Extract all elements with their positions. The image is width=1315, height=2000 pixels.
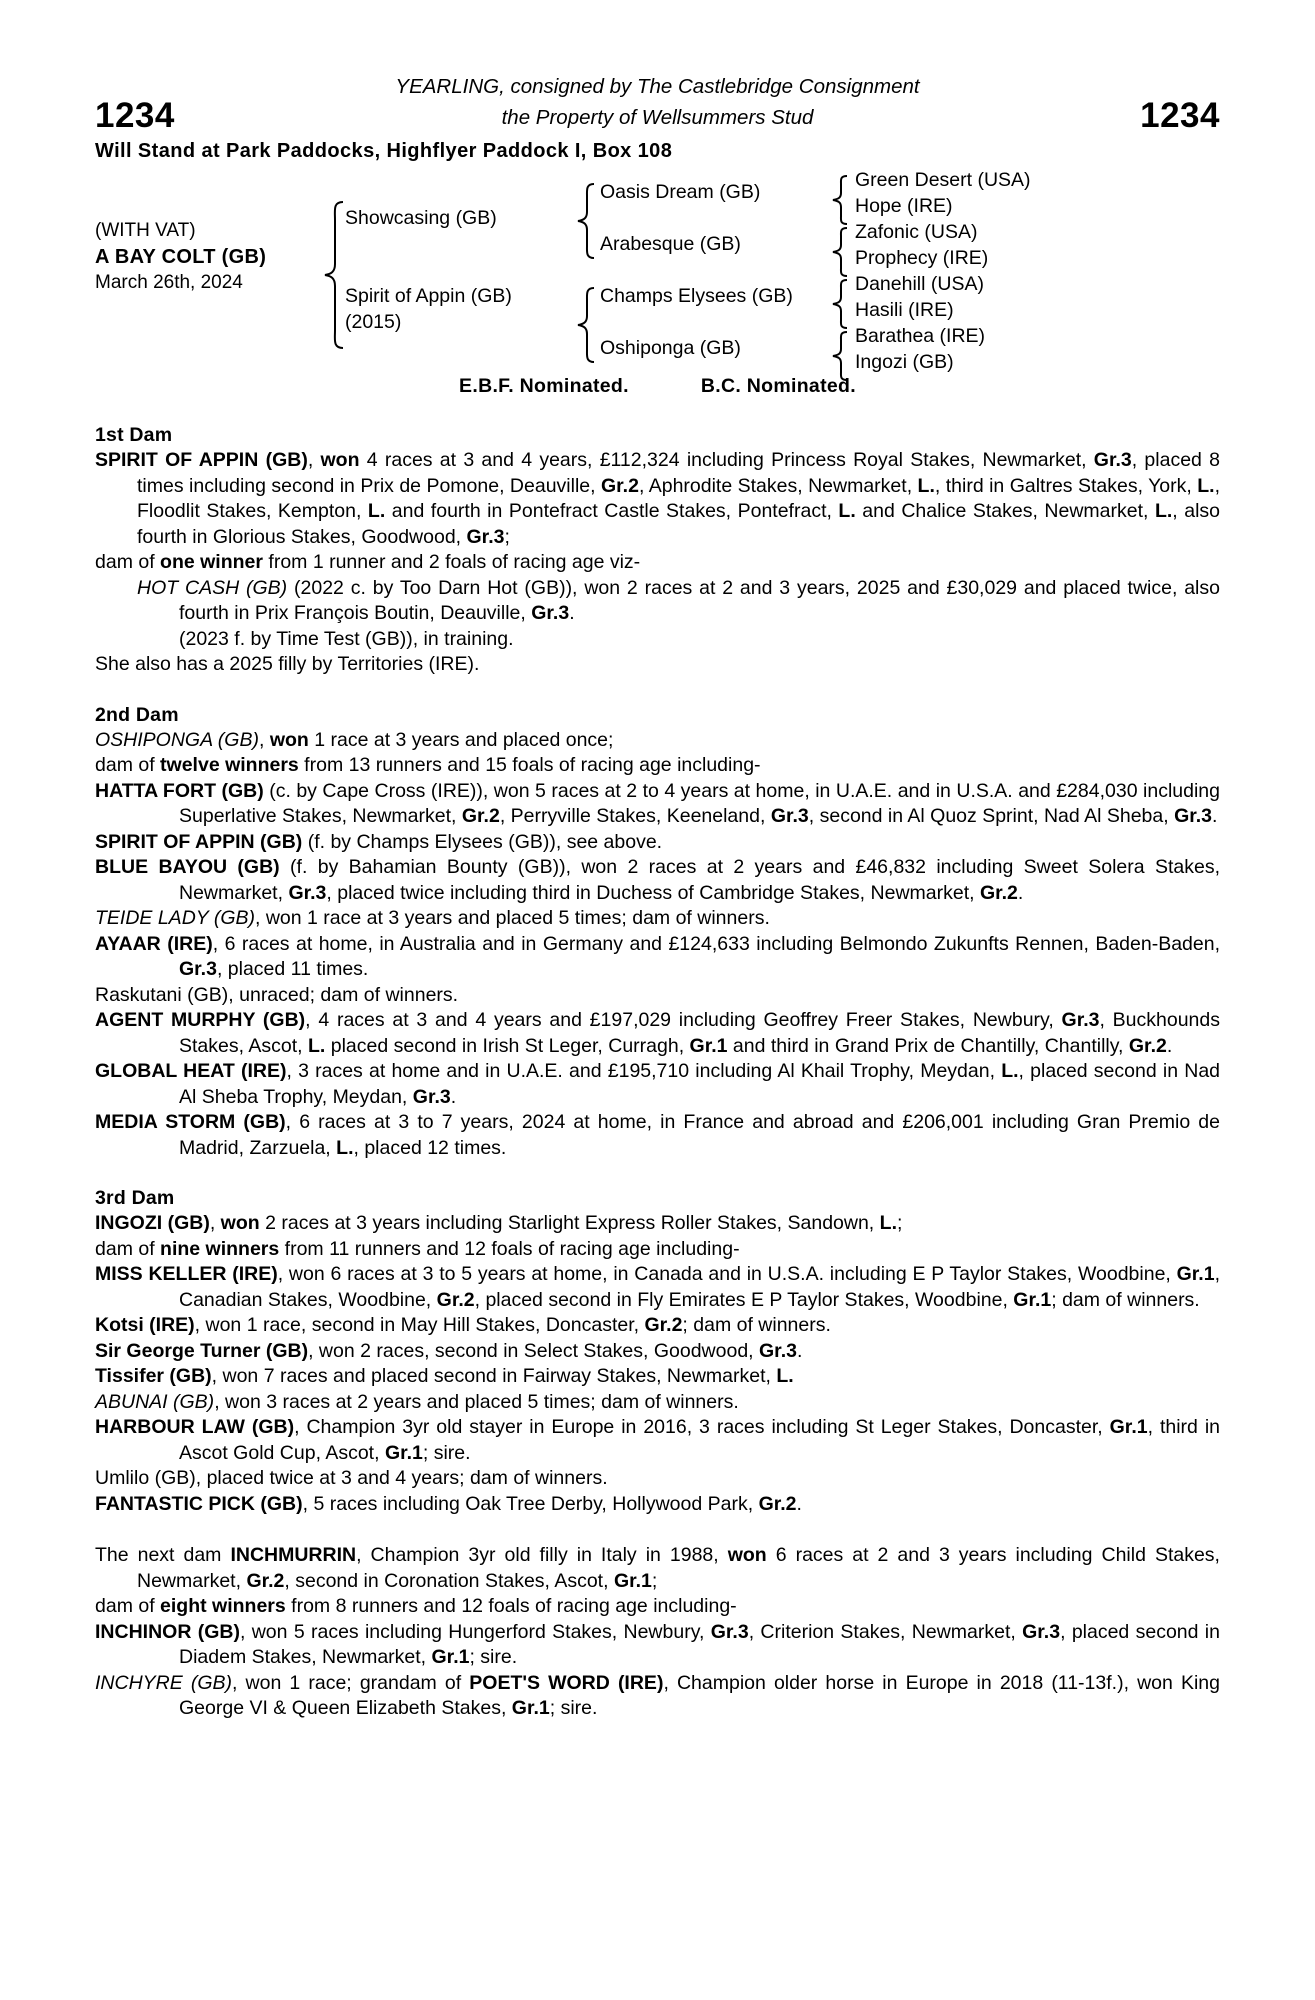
text-run: , 6 races at 3 to 7 years, 2024 at home, in France and abroad and £206,001 including Gran Premio de Madrid, Zarzuela,	[179, 1111, 1220, 1159]
progeny-name: AGENT MURPHY (GB)	[95, 1009, 306, 1031]
descendant-name: POET'S WORD (IRE)	[469, 1671, 664, 1694]
text-run: dam of	[95, 754, 161, 776]
text-run: , placed 8 times including second in Prix de Pomone, Deauville,	[137, 449, 1220, 497]
text-run: , Champion 3yr old filly in Italy in 1988,	[356, 1544, 728, 1566]
third-dam-heading: 3rd Dam	[95, 1187, 175, 1209]
bc-nominated: B.C. Nominated.	[700, 375, 856, 397]
progeny-entry	[95, 1110, 1220, 1161]
won-tag: won	[269, 728, 309, 751]
grade-tag: Gr.3	[770, 805, 809, 827]
gen4-item: Zafonic (USA)	[855, 221, 978, 243]
progeny-entry	[95, 1059, 1220, 1110]
text-run: (2023 f. by Time Test (GB)), in training.	[179, 627, 514, 650]
text-run: , won 1 race; grandam of	[232, 1671, 470, 1694]
progeny-entry	[95, 932, 1220, 983]
winner-count: nine winners	[160, 1237, 280, 1260]
progeny-name: MEDIA STORM (GB)	[95, 1111, 286, 1133]
text-run: , won 7 races and placed second in Fairway Stakes, Newmarket,	[211, 1365, 777, 1387]
text-run: and fourth in Pontefract Castle Stakes, Pontefract,	[385, 500, 839, 522]
text-run: from 13 runners and 15 foals of racing age including-	[298, 754, 761, 776]
progeny-entry: Umlilo (GB), placed twice at 3 and 4 years; dam of winners.	[95, 1467, 608, 1489]
grade-tag: Gr.1	[1013, 1288, 1052, 1311]
gen4-item: Ingozi (GB)	[855, 351, 954, 373]
progeny-name: HATTA FORT (GB)	[95, 779, 264, 802]
text-run: ; sire.	[469, 1646, 518, 1668]
text-run: placed second in Irish St Leger, Curragh,	[325, 1034, 690, 1057]
progeny-entry	[95, 855, 1220, 906]
third-dam-name: INGOZI (GB)	[95, 1212, 210, 1234]
text-run: , third in Galtres Stakes, York,	[934, 474, 1198, 497]
gen4-item: Hope (IRE)	[855, 195, 953, 217]
grade-tag: Gr.3	[412, 1085, 451, 1108]
text-run: dam of	[95, 1237, 161, 1260]
next-dam-damof	[95, 1594, 1220, 1620]
text-run: and Chalice Stakes, Newmarket,	[855, 500, 1155, 522]
listed-tag: L.	[917, 474, 935, 497]
consignor-line: YEARLING, consigned by The Castlebridge Consignment	[395, 75, 920, 98]
brace-gen4-b	[831, 226, 849, 278]
progeny-entry	[95, 627, 1220, 653]
grade-tag: Gr.1	[1176, 1263, 1215, 1285]
grade-tag: Gr.1	[613, 1569, 652, 1592]
brace-gen4-c	[831, 278, 849, 330]
lot-number-left: 1234	[95, 96, 175, 135]
text-run: .	[450, 1085, 457, 1108]
grade-tag: Gr.3	[759, 1339, 797, 1362]
listed-tag: L.	[879, 1212, 897, 1234]
listed-tag: L.	[367, 500, 386, 522]
ebf-nominated: E.B.F. Nominated.	[459, 375, 629, 397]
dam-year: (2015)	[345, 311, 402, 333]
brace-gen4-a	[831, 174, 849, 226]
third-dam-damof	[95, 1237, 1220, 1263]
text-run: , Buckhounds Stakes, Ascot,	[179, 1009, 1220, 1057]
won-tag: won	[727, 1544, 767, 1566]
listed-tag: L.	[336, 1136, 354, 1159]
gen3-item: Arabesque (GB)	[600, 233, 741, 255]
foaling-date: March 26th, 2024	[95, 272, 243, 293]
progeny-entry	[95, 906, 1220, 932]
brace-dam	[576, 286, 596, 364]
text-run: , second in Coronation Stakes, Ascot,	[284, 1569, 614, 1592]
text-run: , won 1 race at 3 years and placed 5 times; dam of winners.	[255, 907, 770, 929]
text-run: , Aphrodite Stakes, Newmarket,	[638, 474, 918, 497]
first-dam-name: SPIRIT OF APPIN (GB)	[95, 449, 308, 471]
listed-tag: L.	[1154, 500, 1173, 522]
listed-tag: L.	[1001, 1060, 1019, 1082]
lot-number-right: 1234	[1140, 96, 1220, 135]
progeny-name: HOT CASH (GB)	[137, 576, 288, 599]
listed-tag: L.	[307, 1034, 326, 1057]
text-run: , Perryville Stakes, Keeneland,	[499, 805, 771, 827]
second-dam-name: OSHIPONGA (GB)	[95, 728, 259, 751]
first-dam-damof	[95, 550, 1220, 576]
text-run: , 6 races at home, in Australia and in Germany and £124,633 including Belmondo Zukunfts Rennen, Baden-Baden,	[212, 932, 1220, 955]
text-run: , placed 11 times.	[216, 958, 369, 980]
second-dam-section	[95, 704, 1220, 1162]
text-run: , placed twice including third in Duchess of Cambridge Stakes, Newmarket,	[326, 881, 980, 904]
progeny-name: HARBOUR LAW (GB)	[95, 1416, 295, 1438]
progeny-entry: Raskutani (GB), unraced; dam of winners.	[95, 983, 459, 1006]
progeny-name: Sir George Turner (GB)	[95, 1339, 309, 1362]
progeny-entry	[95, 1620, 1220, 1671]
text-run: , also fourth in Glorious Stakes, Goodwood,	[137, 500, 1220, 548]
text-run: , won 1 race, second in May Hill Stakes, Doncaster,	[194, 1314, 645, 1336]
third-dam-section	[95, 1187, 1220, 1517]
text-run: , Champion 3yr old stayer in Europe in 2016, 3 races including St Leger Stakes, Doncaster,	[294, 1416, 1110, 1438]
text-run: from 11 runners and 12 foals of racing age including-	[279, 1237, 740, 1260]
third-dam-paragraph: INGOZI (GB), won 2 races at 3 years including Starlight Express Roller Stakes, Sandown, L.;	[95, 1212, 903, 1234]
grade-tag: Gr.3	[179, 958, 217, 980]
grade-tag: Gr.2	[461, 805, 500, 827]
text-run: dam of	[95, 1595, 161, 1617]
text-run: , placed second in Nad Al Sheba Trophy, Meydan,	[179, 1060, 1221, 1108]
text-run: , won 2 races, second in Select Stakes, Goodwood,	[308, 1339, 760, 1362]
text-run: from 8 runners and 12 foals of racing age including-	[285, 1595, 737, 1617]
progeny-entry	[95, 1390, 1220, 1416]
text-run: , placed second in Diadem Stakes, Newmarket,	[179, 1620, 1220, 1668]
text-run: from 1 runner and 2 foals of racing age viz-	[262, 551, 641, 573]
gen4-item: Green Desert (USA)	[855, 169, 1031, 191]
text-run: , 5 races including Oak Tree Derby, Hollywood Park,	[302, 1492, 759, 1515]
progeny-name: Tissifer (GB)	[95, 1365, 212, 1387]
progeny-entry	[95, 1671, 1220, 1722]
text-run: ; sire.	[422, 1441, 471, 1464]
grade-tag: Gr.3	[710, 1620, 749, 1643]
header-center	[95, 60, 1220, 134]
listed-tag: L.	[1197, 474, 1215, 497]
text-run: , third in Ascot Gold Cup, Ascot,	[179, 1416, 1220, 1464]
text-run: 2 races at 3 years including Starlight Express Roller Stakes, Sandown,	[259, 1212, 880, 1234]
text-run: (f. by Champs Elysees (GB)), see above.	[302, 830, 663, 853]
grade-tag: Gr.2	[601, 474, 639, 497]
grade-tag: Gr.3	[1022, 1620, 1061, 1643]
text-run: .	[1017, 881, 1024, 904]
grade-tag: Gr.2	[436, 1288, 475, 1311]
progeny-entry	[95, 1415, 1220, 1466]
progeny-name: FANTASTIC PICK (GB)	[95, 1492, 303, 1515]
brace-gen4-d	[831, 330, 849, 382]
grade-tag: Gr.2	[1128, 1034, 1167, 1057]
next-dam-paragraph	[95, 1543, 1220, 1594]
progeny-name: Kotsi (IRE)	[95, 1314, 195, 1336]
progeny-name: BLUE BAYOU (GB)	[95, 856, 280, 878]
text-run: , 3 races at home and in U.A.E. and £195,710 including Al Khail Trophy, Meydan,	[286, 1060, 1002, 1082]
gen3-item: Champs Elysees (GB)	[600, 285, 793, 307]
text-run: , placed second in Fly Emirates E P Taylor Stakes, Woodbine,	[474, 1288, 1014, 1311]
progeny-entry	[95, 1492, 1220, 1518]
text-run: , won 5 races including Hungerford Stakes, Newbury,	[239, 1620, 711, 1643]
progeny-entry	[95, 1008, 1220, 1059]
text-run: .	[1212, 805, 1218, 827]
gen4-item: Danehill (USA)	[855, 273, 984, 295]
progeny-name: SPIRIT OF APPIN (GB)	[95, 830, 303, 853]
text-run: , won 6 races at 3 to 5 years at home, in Canada and in U.S.A. including E P Taylor Stakes, Woodbine,	[277, 1263, 1177, 1285]
text-run: , Champion older horse in Europe in 2018 (11-13f.), won King George VI & Queen Elizabeth Stakes,	[179, 1671, 1220, 1719]
progeny-entry	[95, 1262, 1220, 1313]
text-run: (2022 c. by Too Darn Hot (GB)), won 2 races at 2 and 3 years, 2025 and £30,029 and placed twice, also fourth in Prix François Boutin, Deauville,	[179, 576, 1220, 624]
text-run: (f. by Bahamian Bounty (GB)), won 2 races at 2 years and £46,832 including Sweet Solera Stakes, Newmarket,	[179, 856, 1220, 904]
grade-tag: Gr.2	[644, 1314, 683, 1336]
text-run: , placed 12 times.	[353, 1136, 507, 1159]
page-header	[95, 60, 1220, 160]
text-run: .	[796, 1339, 803, 1362]
second-dam-paragraph: OSHIPONGA (GB), won 1 race at 3 years and placed once;	[95, 728, 614, 751]
progeny-entry	[95, 1364, 1220, 1390]
text-run: 1 race at 3 years and placed once;	[308, 728, 614, 751]
listed-tag: L.	[838, 500, 856, 522]
gen3-item: Oshiponga (GB)	[600, 337, 741, 359]
text-run: .	[796, 1492, 802, 1515]
first-dam-last-line: She also has a 2025 filly by Territories (IRE).	[95, 653, 480, 675]
text-run: dam of	[95, 551, 161, 573]
second-dam-damof	[95, 753, 1220, 779]
won-tag: won	[220, 1212, 260, 1234]
second-dam-heading: 2nd Dam	[95, 703, 179, 726]
listed-tag: L.	[776, 1365, 794, 1387]
text-run: 6 races at 2 and 3 years including Child Stakes, Newmarket,	[137, 1544, 1220, 1592]
progeny-entry	[95, 576, 1220, 627]
text-run: .	[1166, 1034, 1173, 1057]
progeny-name: ABUNAI (GB)	[95, 1390, 215, 1413]
progeny-entry	[95, 779, 1220, 830]
progeny-entry	[95, 830, 1220, 856]
text-run: , Canadian Stakes, Woodbine,	[179, 1263, 1220, 1311]
progeny-name: INCHINOR (GB)	[95, 1620, 240, 1643]
grade-tag: Gr.3	[1061, 1009, 1100, 1031]
first-dam-section	[95, 424, 1220, 678]
text-run: ; dam of winners.	[682, 1314, 831, 1336]
progeny-name: INCHYRE (GB)	[95, 1671, 233, 1694]
grade-tag: Gr.1	[384, 1441, 423, 1464]
gen3-item: Oasis Dream (GB)	[600, 181, 761, 203]
text-run: The next dam	[95, 1544, 231, 1566]
grade-tag: Gr.2	[758, 1492, 797, 1515]
gen4-item: Prophecy (IRE)	[855, 247, 989, 269]
text-run: (c. by Cape Cross (IRE)), won 5 races at 2 to 4 years at home, in U.A.E. and in U.S.A. and £284,030 including Superlative Stakes, Newmarket,	[179, 779, 1220, 827]
winner-count: twelve winners	[160, 754, 299, 776]
winner-count: one winner	[160, 551, 263, 573]
text-run: ; sire.	[549, 1697, 598, 1719]
grade-tag: Gr.1	[511, 1697, 550, 1719]
text-run: ; dam of winners.	[1051, 1288, 1200, 1311]
grade-tag: Gr.1	[689, 1034, 728, 1057]
winner-count: eight winners	[160, 1595, 286, 1617]
grade-tag: Gr.3	[1174, 805, 1213, 827]
dam-name: Spirit of Appin (GB)	[345, 285, 512, 307]
vat-note: (WITH VAT)	[95, 220, 196, 241]
text-run: ;	[897, 1212, 903, 1234]
progeny-entry	[95, 1313, 1220, 1339]
text-run: ;	[651, 1569, 658, 1592]
grade-tag: Gr.3	[531, 602, 570, 624]
sire-name: Showcasing (GB)	[345, 207, 497, 229]
grade-tag: Gr.2	[246, 1569, 285, 1592]
progeny-name: AYAAR (IRE)	[95, 932, 213, 955]
subject-block	[95, 218, 266, 296]
text-run: , second in Al Quoz Sprint, Nad Al Sheba,	[808, 805, 1175, 827]
text-run: ;	[504, 525, 510, 548]
text-run: , 4 races at 3 and 4 years and £197,029 including Geoffrey Freer Stakes, Newbury,	[305, 1009, 1062, 1031]
grade-tag: Gr.3	[288, 881, 327, 904]
gen4-item: Hasili (IRE)	[855, 299, 954, 321]
grade-tag: Gr.2	[979, 881, 1018, 904]
text-run: and third in Grand Prix de Chantilly, Chantilly,	[727, 1034, 1129, 1057]
subject-description: A BAY COLT (GB)	[95, 246, 267, 268]
text-run: , Criterion Stakes, Newmarket,	[748, 1620, 1023, 1643]
grade-tag: Gr.3	[466, 525, 505, 548]
brace-sire	[576, 182, 596, 260]
pedigree-chart	[95, 169, 1220, 379]
text-run: 4 races at 3 and 4 years, £112,324 including Princess Royal Stakes, Newmarket,	[359, 449, 1094, 471]
grade-tag: Gr.3	[1093, 449, 1132, 471]
stand-location-line: Will Stand at Park Paddocks, Highflyer Paddock I, Box 108	[95, 140, 673, 162]
progeny-name: TEIDE LADY (GB)	[95, 907, 256, 929]
gen4-item: Barathea (IRE)	[855, 325, 986, 347]
grade-tag: Gr.1	[431, 1646, 470, 1668]
text-run: .	[569, 602, 575, 624]
brace-level1	[323, 200, 345, 350]
progeny-name: MISS KELLER (IRE)	[95, 1263, 278, 1285]
first-dam-paragraph: SPIRIT OF APPIN (GB), won 4 races at 3 and 4 years, £112,324 including Princess Royal Stakes, Newmarket, Gr.3, placed 8 times including second in Prix de Pomone, Deauville, Gr.2, Aphrodite Stakes, Newmarket, L., third in Galtres Stakes, York, L., Floodlit Stakes, Kempton, L. and fourth in Pontefract Castle Stakes, Pontefract, L. and Chalice Stakes, Newmarket, L., also fourth in Glorious Stakes, Goodwood, Gr.3;	[95, 449, 1221, 548]
won-tag: won	[320, 449, 360, 471]
text-run: , won 3 races at 2 years and placed 5 times; dam of winners.	[214, 1390, 739, 1413]
progeny-entry	[95, 1339, 1220, 1365]
first-dam-heading: 1st Dam	[95, 424, 173, 446]
next-dam-section	[95, 1543, 1220, 1722]
progeny-name: GLOBAL HEAT (IRE)	[95, 1060, 287, 1082]
text-run: , Floodlit Stakes, Kempton,	[137, 474, 1221, 522]
property-line: the Property of Wellsummers Stud	[501, 106, 814, 129]
grade-tag: Gr.1	[1109, 1416, 1148, 1438]
next-dam-name: INCHMURRIN	[230, 1544, 357, 1566]
